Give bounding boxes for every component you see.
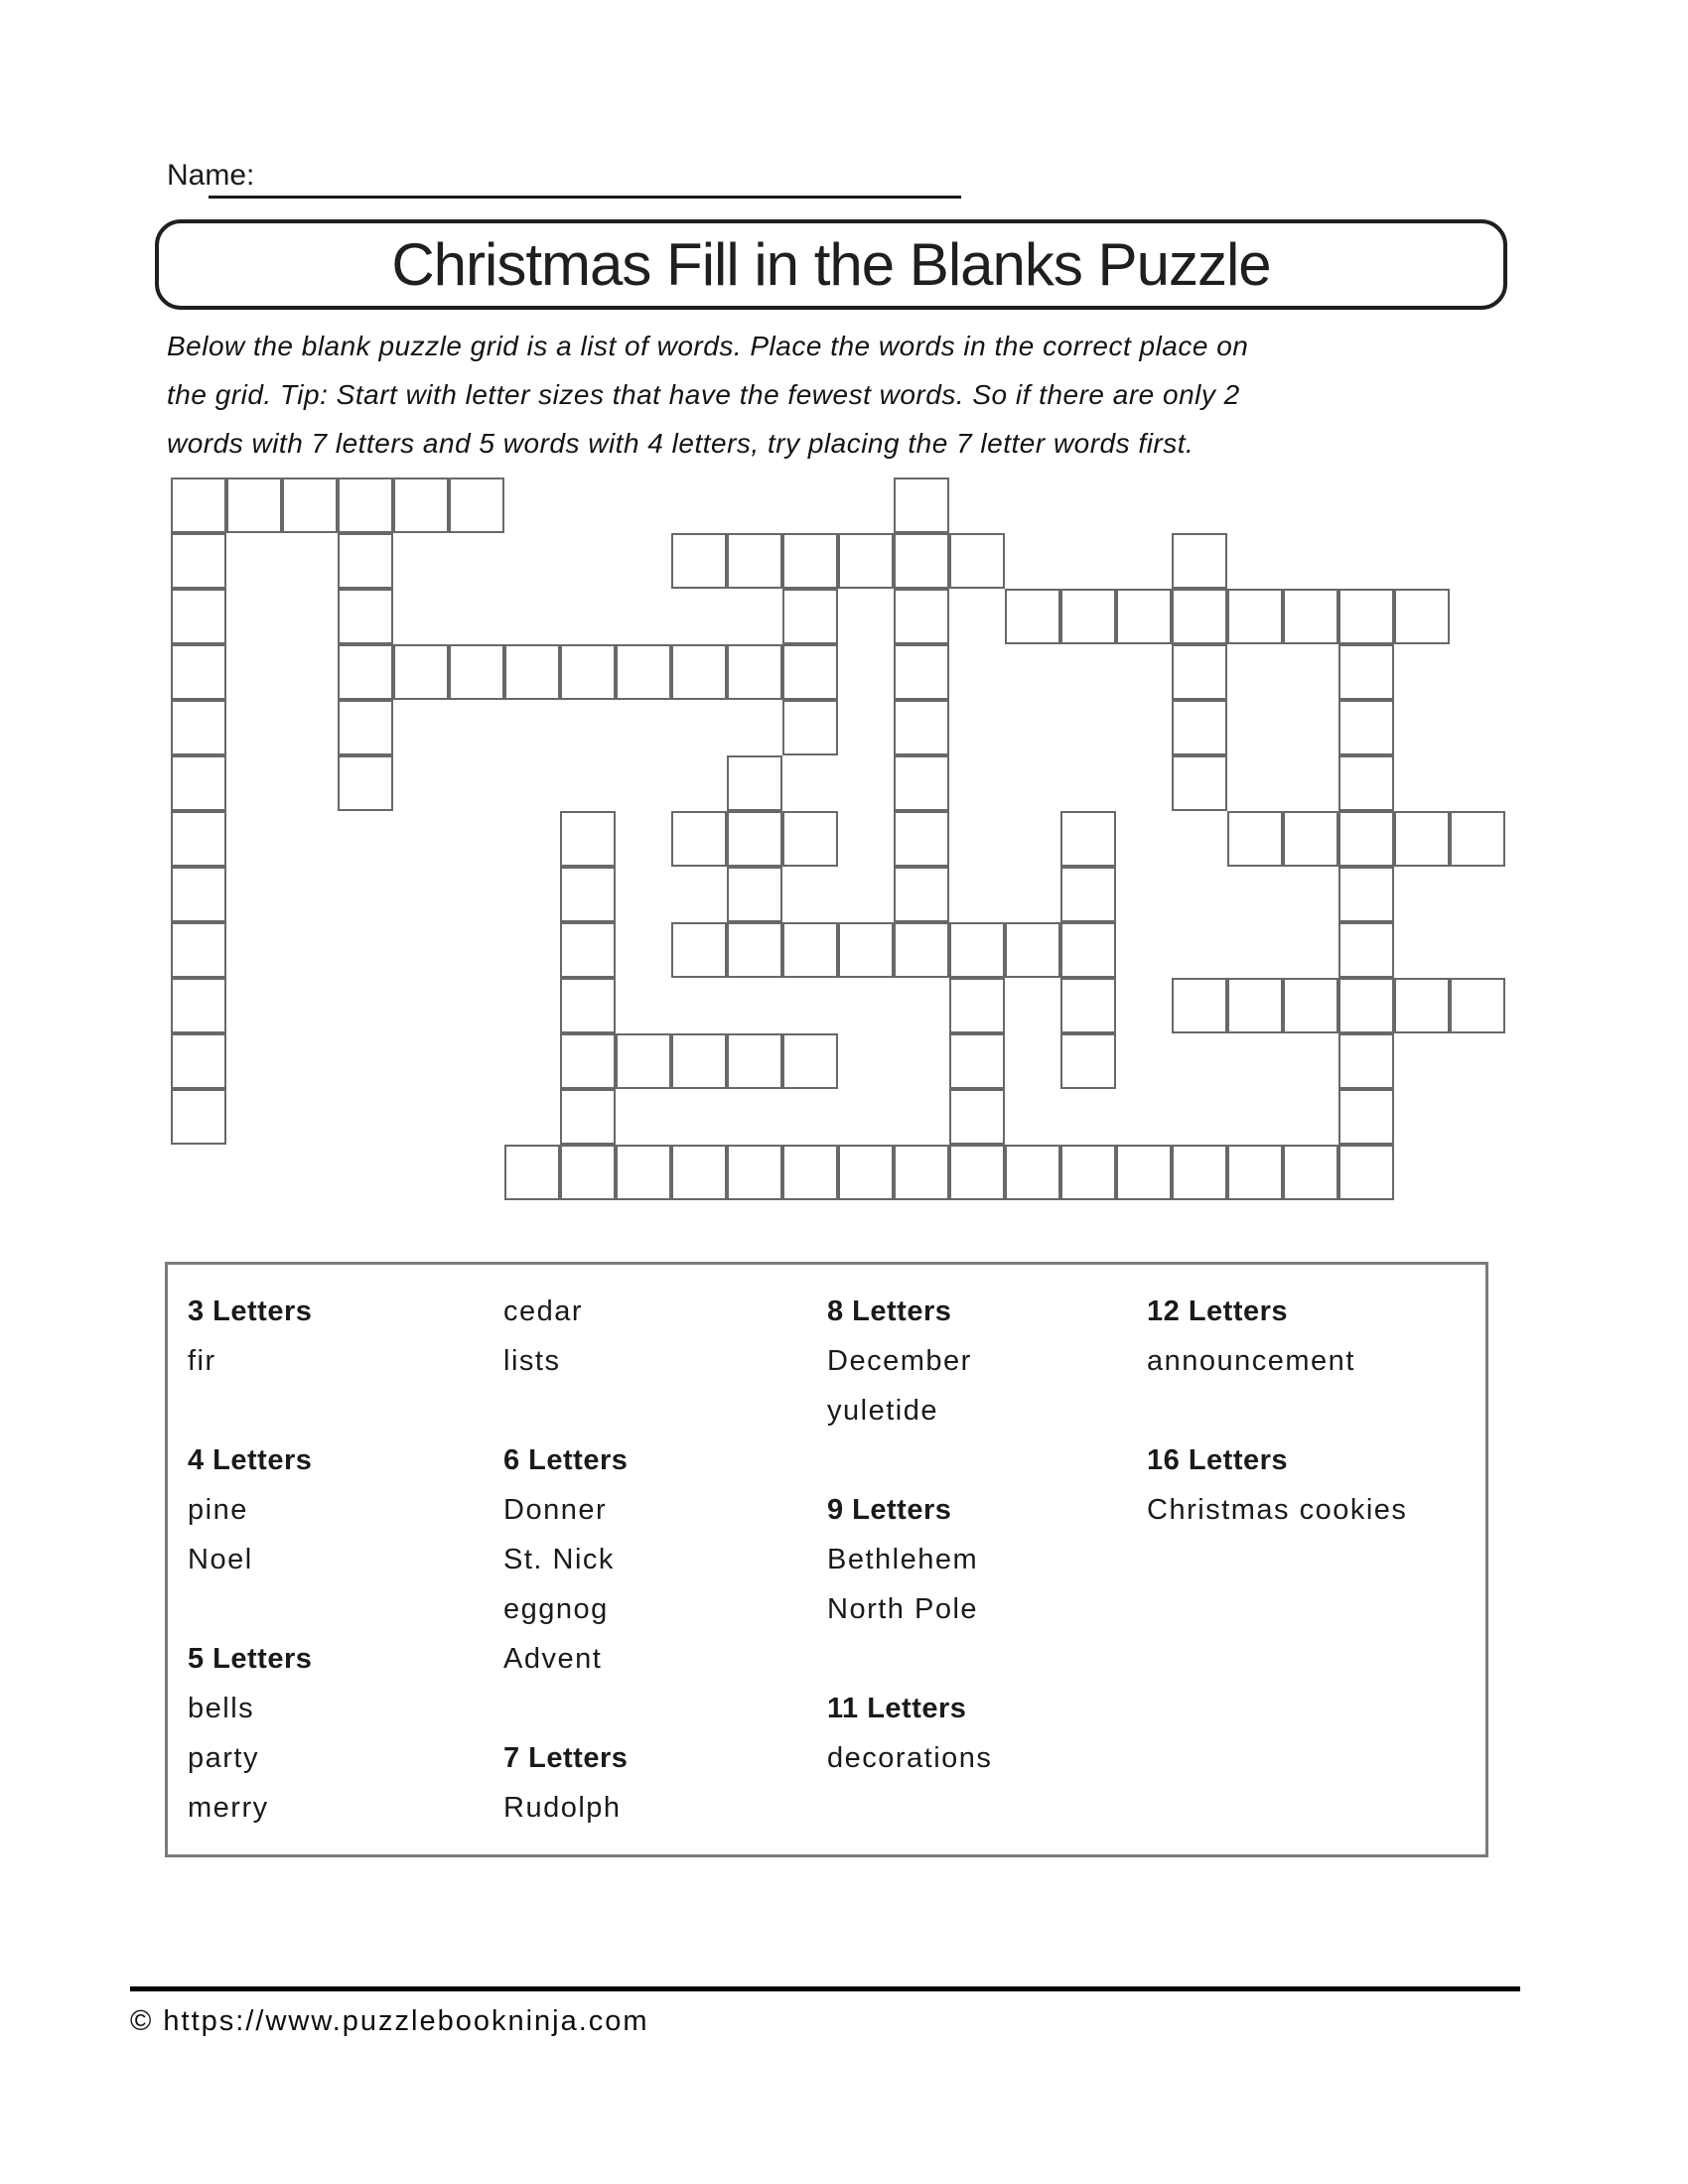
word-item: announcement	[1147, 1345, 1355, 1377]
grid-cell[interactable]	[1338, 1033, 1394, 1089]
grid-cell[interactable]	[1172, 755, 1227, 811]
grid-cell[interactable]	[727, 811, 782, 867]
grid-cell[interactable]	[1172, 644, 1227, 700]
grid-cell[interactable]	[1283, 811, 1338, 867]
grid-cell[interactable]	[338, 644, 393, 700]
grid-cell[interactable]	[1394, 811, 1450, 867]
word-group-header: 5 Letters	[188, 1643, 313, 1675]
word-item: party	[188, 1742, 259, 1774]
grid-cell[interactable]	[1283, 978, 1338, 1033]
grid-cell[interactable]	[560, 644, 616, 700]
word-list-column-2	[503, 1287, 628, 1833]
grid-cell[interactable]	[171, 755, 226, 811]
grid-cell[interactable]	[894, 700, 949, 755]
word-item	[188, 1386, 312, 1435]
word-group-header: 3 Letters	[188, 1296, 313, 1327]
grid-cell[interactable]	[1172, 589, 1227, 644]
word-item: Noel	[188, 1544, 253, 1575]
instructions-line: words with 7 letters and 5 words with 4 letters, try placing the 7 letter words first.	[167, 428, 1195, 459]
grid-cell[interactable]	[1338, 978, 1394, 1033]
grid-cell[interactable]	[671, 1145, 727, 1200]
instructions-line: Below the blank puzzle grid is a list of words. Place the words in the correct place on	[167, 331, 1249, 361]
grid-cell[interactable]	[782, 922, 838, 978]
grid-cell[interactable]	[727, 867, 782, 922]
word-item: decorations	[827, 1742, 993, 1774]
word-item: fir	[188, 1345, 216, 1377]
grid-cell[interactable]	[1227, 589, 1283, 644]
grid-cell[interactable]	[1338, 644, 1394, 700]
grid-cell[interactable]	[171, 644, 226, 700]
grid-cell[interactable]	[1450, 978, 1505, 1033]
grid-cell[interactable]	[1227, 811, 1283, 867]
grid-cell[interactable]	[560, 1145, 616, 1200]
grid-cell[interactable]	[338, 700, 393, 755]
grid-cell[interactable]	[782, 533, 838, 589]
word-item: lists	[503, 1345, 561, 1377]
word-item	[827, 1435, 992, 1485]
name-fill-in-line[interactable]	[209, 196, 961, 199]
instructions-line: the grid. Tip: Start with letter sizes that have the fewest words. So if there are only 2	[167, 379, 1240, 410]
page-title: Christmas Fill in the Blanks Puzzle	[391, 231, 1271, 298]
grid-cell[interactable]	[560, 1089, 616, 1145]
word-group-header: 11 Letters	[827, 1693, 967, 1724]
word-list-column-4	[1147, 1287, 1407, 1535]
grid-cell[interactable]	[1005, 922, 1060, 978]
word-item	[827, 1634, 992, 1684]
grid-cell[interactable]	[1338, 589, 1394, 644]
grid-cell[interactable]	[171, 1089, 226, 1145]
instructions-paragraph	[167, 322, 1418, 468]
grid-cell[interactable]	[449, 644, 504, 700]
grid-cell[interactable]	[949, 978, 1005, 1033]
grid-cell[interactable]	[894, 478, 949, 533]
grid-cell[interactable]	[338, 478, 393, 533]
word-item: Christmas cookies	[1147, 1494, 1408, 1526]
grid-cell[interactable]	[671, 644, 727, 700]
word-list-column-3	[827, 1287, 992, 1783]
word-item: Bethlehem	[827, 1544, 979, 1575]
word-group-header: 4 Letters	[188, 1444, 313, 1476]
grid-cell[interactable]	[1338, 811, 1394, 867]
grid-cell[interactable]	[1338, 867, 1394, 922]
word-item: bells	[188, 1693, 255, 1724]
grid-cell[interactable]	[1060, 867, 1116, 922]
word-group-header: 9 Letters	[827, 1494, 952, 1526]
grid-cell[interactable]	[171, 811, 226, 867]
grid-cell[interactable]	[560, 922, 616, 978]
word-item	[188, 1584, 312, 1634]
grid-cell[interactable]	[1283, 589, 1338, 644]
grid-cell[interactable]	[949, 1033, 1005, 1089]
grid-cell[interactable]	[1005, 1145, 1060, 1200]
word-item: yuletide	[827, 1395, 938, 1427]
grid-cell[interactable]	[171, 1033, 226, 1089]
grid-cell[interactable]	[782, 1145, 838, 1200]
grid-cell[interactable]	[560, 811, 616, 867]
grid-cell[interactable]	[1338, 1145, 1394, 1200]
word-item	[1147, 1386, 1407, 1435]
grid-cell[interactable]	[282, 478, 338, 533]
grid-cell[interactable]	[560, 1033, 616, 1089]
grid-cell[interactable]	[171, 922, 226, 978]
grid-cell[interactable]	[171, 589, 226, 644]
grid-cell[interactable]	[894, 589, 949, 644]
grid-cell[interactable]	[1338, 1089, 1394, 1145]
word-item: North Pole	[827, 1593, 979, 1625]
grid-cell[interactable]	[1060, 978, 1116, 1033]
word-group-header: 7 Letters	[503, 1742, 629, 1774]
word-item: Rudolph	[503, 1792, 622, 1824]
grid-cell[interactable]	[616, 1145, 671, 1200]
grid-cell[interactable]	[782, 811, 838, 867]
grid-cell[interactable]	[838, 1145, 894, 1200]
word-item	[503, 1684, 628, 1733]
grid-cell[interactable]	[1172, 978, 1227, 1033]
grid-cell[interactable]	[1283, 1145, 1338, 1200]
grid-cell[interactable]	[949, 533, 1005, 589]
grid-cell[interactable]	[393, 644, 449, 700]
grid-cell[interactable]	[1172, 700, 1227, 755]
footer-divider	[130, 1986, 1520, 1991]
grid-cell[interactable]	[449, 478, 504, 533]
word-group-header: 6 Letters	[503, 1444, 629, 1476]
grid-cell[interactable]	[226, 478, 282, 533]
grid-cell[interactable]	[1394, 589, 1450, 644]
footer-credit-link[interactable]: © https://www.puzzlebookninja.com	[130, 2005, 649, 2037]
grid-cell[interactable]	[1227, 1145, 1283, 1200]
grid-cell[interactable]	[671, 922, 727, 978]
grid-cell[interactable]	[171, 867, 226, 922]
grid-cell[interactable]	[894, 644, 949, 700]
word-group-header: 16 Letters	[1147, 1444, 1289, 1476]
word-group-header: 12 Letters	[1147, 1296, 1289, 1327]
grid-cell[interactable]	[504, 1145, 560, 1200]
grid-cell[interactable]	[894, 533, 949, 589]
grid-cell[interactable]	[671, 811, 727, 867]
grid-cell[interactable]	[1060, 922, 1116, 978]
grid-cell[interactable]	[838, 922, 894, 978]
grid-cell[interactable]	[338, 533, 393, 589]
grid-cell[interactable]	[727, 533, 782, 589]
grid-cell[interactable]	[1172, 1145, 1227, 1200]
grid-cell[interactable]	[393, 478, 449, 533]
word-item: merry	[188, 1792, 269, 1824]
word-item: pine	[188, 1494, 248, 1526]
grid-cell[interactable]	[616, 644, 671, 700]
grid-cell[interactable]	[1116, 1145, 1172, 1200]
word-item: eggnog	[503, 1593, 609, 1625]
grid-cell[interactable]	[338, 589, 393, 644]
grid-cell[interactable]	[1338, 755, 1394, 811]
grid-cell[interactable]	[1338, 922, 1394, 978]
grid-cell[interactable]	[171, 978, 226, 1033]
title-box	[155, 219, 1507, 310]
word-list-column-1	[188, 1287, 312, 1833]
grid-cell[interactable]	[1116, 589, 1172, 644]
word-item: December	[827, 1345, 972, 1377]
grid-cell[interactable]	[727, 922, 782, 978]
word-item: Advent	[503, 1643, 603, 1675]
grid-cell[interactable]	[504, 644, 560, 700]
word-item	[503, 1386, 628, 1435]
grid-cell[interactable]	[782, 644, 838, 700]
grid-cell[interactable]	[727, 1033, 782, 1089]
grid-cell[interactable]	[1227, 978, 1283, 1033]
grid-cell[interactable]	[838, 533, 894, 589]
grid-cell[interactable]	[727, 755, 782, 811]
grid-cell[interactable]	[894, 811, 949, 867]
name-label: Name:	[167, 159, 255, 192]
grid-cell[interactable]	[171, 478, 226, 533]
puzzle-grid	[171, 478, 1505, 1200]
grid-cell[interactable]	[782, 589, 838, 644]
grid-cell[interactable]	[949, 1089, 1005, 1145]
word-list-box	[165, 1262, 1488, 1857]
grid-cell[interactable]	[949, 1145, 1005, 1200]
grid-cell[interactable]	[1060, 1145, 1116, 1200]
grid-cell[interactable]	[1172, 533, 1227, 589]
grid-cell[interactable]	[671, 533, 727, 589]
grid-cell[interactable]	[171, 533, 226, 589]
grid-cell[interactable]	[894, 755, 949, 811]
grid-cell[interactable]	[1060, 1033, 1116, 1089]
word-item: St. Nick	[503, 1544, 615, 1575]
grid-cell[interactable]	[782, 1033, 838, 1089]
grid-cell[interactable]	[1060, 589, 1116, 644]
word-item: Donner	[503, 1494, 608, 1526]
grid-cell[interactable]	[894, 922, 949, 978]
grid-cell[interactable]	[338, 755, 393, 811]
grid-cell[interactable]	[782, 700, 838, 755]
grid-cell[interactable]	[171, 700, 226, 755]
grid-cell[interactable]	[949, 922, 1005, 978]
grid-cell[interactable]	[1394, 978, 1450, 1033]
grid-cell[interactable]	[727, 1145, 782, 1200]
grid-cell[interactable]	[671, 1033, 727, 1089]
word-group-header: 8 Letters	[827, 1296, 952, 1327]
grid-cell[interactable]	[1005, 589, 1060, 644]
grid-cell[interactable]	[560, 867, 616, 922]
grid-cell[interactable]	[894, 867, 949, 922]
grid-cell[interactable]	[560, 978, 616, 1033]
grid-cell[interactable]	[1338, 700, 1394, 755]
grid-cell[interactable]	[894, 1145, 949, 1200]
grid-cell[interactable]	[727, 644, 782, 700]
grid-cell[interactable]	[616, 1033, 671, 1089]
word-item: cedar	[503, 1296, 584, 1327]
grid-cell[interactable]	[1060, 811, 1116, 867]
grid-cell[interactable]	[1450, 811, 1505, 867]
